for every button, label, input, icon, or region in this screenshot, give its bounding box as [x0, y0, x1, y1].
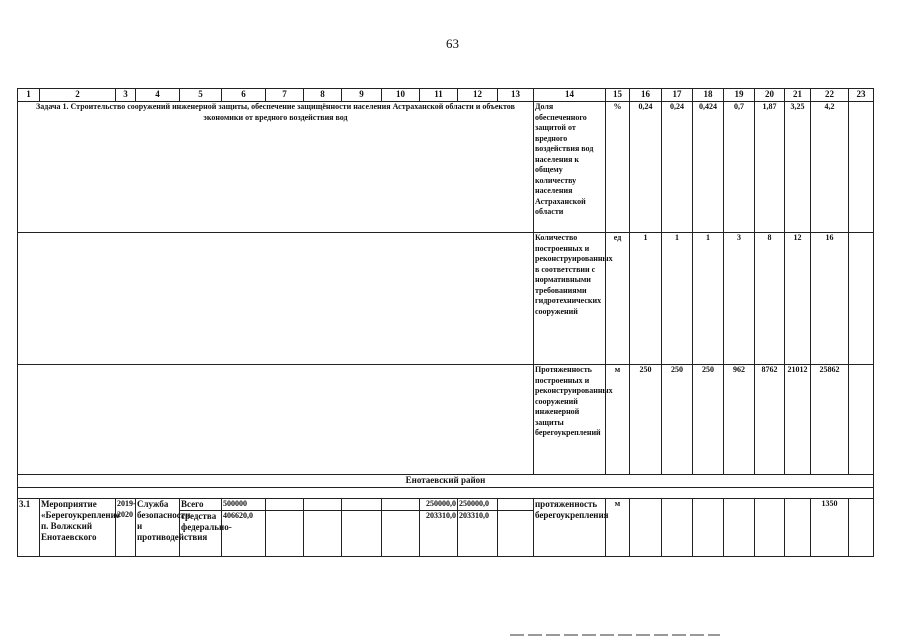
empty-cell — [693, 499, 724, 557]
indicator-value: 0,7 — [724, 102, 755, 233]
col-header: 11 — [420, 89, 458, 102]
col-header: 7 — [266, 89, 304, 102]
col-header: 17 — [662, 89, 693, 102]
col-header: 19 — [724, 89, 755, 102]
scan-artifact-line — [510, 634, 720, 636]
activity-name: Мероприятие «Берегоукрепление п. Волжский Енотаевского — [40, 499, 116, 557]
empty-cell — [498, 499, 534, 511]
col-header: 22 — [811, 89, 849, 102]
spacer-row — [18, 488, 874, 499]
empty-cell — [266, 499, 304, 511]
indicator-value: 962 — [724, 365, 755, 475]
page-number: 63 — [446, 36, 459, 51]
activity-indicator: протяженность берегоукрепления — [534, 499, 606, 557]
empty-cell — [849, 499, 874, 557]
activity-executor: Служба безопасности и противодействия — [136, 499, 180, 557]
col-header: 9 — [342, 89, 382, 102]
amount-cell: 250000,0 — [420, 499, 458, 511]
empty-cell — [18, 233, 534, 365]
col-header: 18 — [693, 89, 724, 102]
indicator-value: 0,424 — [693, 102, 724, 233]
col-header: 20 — [755, 89, 785, 102]
indicator-value: 3,25 — [785, 102, 811, 233]
indicator-value: 250 — [693, 365, 724, 475]
activity-unit: м — [606, 499, 630, 557]
task-indicator-row — [18, 233, 874, 365]
indicator-value: 12 — [785, 233, 811, 365]
empty-cell — [18, 365, 534, 475]
amount-cell: 500000 — [222, 499, 266, 511]
empty-cell — [755, 499, 785, 557]
indicator-value: 25862 — [811, 365, 849, 475]
empty-cell — [785, 499, 811, 557]
col-header: 16 — [630, 89, 662, 102]
indicator-unit: % — [606, 102, 630, 233]
indicator-name: Протяженность построенных и реконструированных сооружений инженерной защиты берегоукреплений — [534, 365, 606, 475]
amount-cell: 203310,0 — [458, 511, 498, 557]
col-header: 15 — [606, 89, 630, 102]
task-indicator-row — [18, 102, 874, 233]
indicator-name: Количество построенных и реконструированных в соответствии с нормативными требованиями гидротехнических сооружений — [534, 233, 606, 365]
empty-cell — [18, 488, 874, 499]
activity-period: 2019-2020 — [116, 499, 136, 557]
empty-cell — [304, 499, 342, 511]
indicator-value: 4,2 — [811, 102, 849, 233]
col-header: 6 — [222, 89, 266, 102]
empty-cell — [382, 511, 420, 557]
program-table — [17, 88, 874, 557]
district-row — [18, 475, 874, 488]
empty-cell — [630, 499, 662, 557]
amount-cell: 203310,0 — [420, 511, 458, 557]
indicator-value: 1 — [630, 233, 662, 365]
empty-cell — [724, 499, 755, 557]
task-title: Задача 1. Строительство сооружений инженерной защиты, обеспечение защищённости населения Астраханской области и объектов экономики от вредного воздействия вод — [18, 102, 534, 233]
col-header: 4 — [136, 89, 180, 102]
row-number: 3.1 — [18, 499, 40, 557]
indicator-value: 1,87 — [755, 102, 785, 233]
col-header: 12 — [458, 89, 498, 102]
district-name: Енотаевский район — [18, 475, 874, 488]
col-header: 2 — [40, 89, 116, 102]
empty-cell — [342, 511, 382, 557]
empty-cell — [662, 499, 693, 557]
empty-cell — [382, 499, 420, 511]
indicator-value: 1 — [662, 233, 693, 365]
header-row — [18, 89, 874, 102]
col-header: 10 — [382, 89, 420, 102]
indicator-value: 8 — [755, 233, 785, 365]
empty-cell — [849, 102, 874, 233]
col-header: 5 — [180, 89, 222, 102]
indicator-value: 1 — [693, 233, 724, 365]
col-header: 1 — [18, 89, 40, 102]
indicator-value: 0,24 — [630, 102, 662, 233]
amount-cell: 250000,0 — [458, 499, 498, 511]
indicator-value: 250 — [662, 365, 693, 475]
source-label: Всего — [180, 499, 222, 511]
activity-row — [18, 499, 874, 511]
empty-cell — [342, 499, 382, 511]
empty-cell — [849, 233, 874, 365]
col-header: 3 — [116, 89, 136, 102]
col-header: 13 — [498, 89, 534, 102]
indicator-unit: ед — [606, 233, 630, 365]
indicator-value: 250 — [630, 365, 662, 475]
col-header: 8 — [304, 89, 342, 102]
indicator-value: 1350 — [811, 499, 849, 557]
indicator-value: 16 — [811, 233, 849, 365]
empty-cell — [849, 365, 874, 475]
indicator-value: 8762 — [755, 365, 785, 475]
indicator-unit: м — [606, 365, 630, 475]
col-header: 14 — [534, 89, 606, 102]
indicator-value: 0,24 — [662, 102, 693, 233]
empty-cell — [304, 511, 342, 557]
indicator-name: Доля обеспеченного защитой от вредного воздействия вод населения к общему количеству населения Астраханской области — [534, 102, 606, 233]
col-header: 23 — [849, 89, 874, 102]
indicator-value: 3 — [724, 233, 755, 365]
indicator-value: 21012 — [785, 365, 811, 475]
task-indicator-row — [18, 365, 874, 475]
empty-cell — [266, 511, 304, 557]
empty-cell — [498, 511, 534, 557]
col-header: 21 — [785, 89, 811, 102]
amount-cell: 406620,0 — [222, 511, 266, 557]
source-label: средства федерально- — [180, 511, 222, 557]
